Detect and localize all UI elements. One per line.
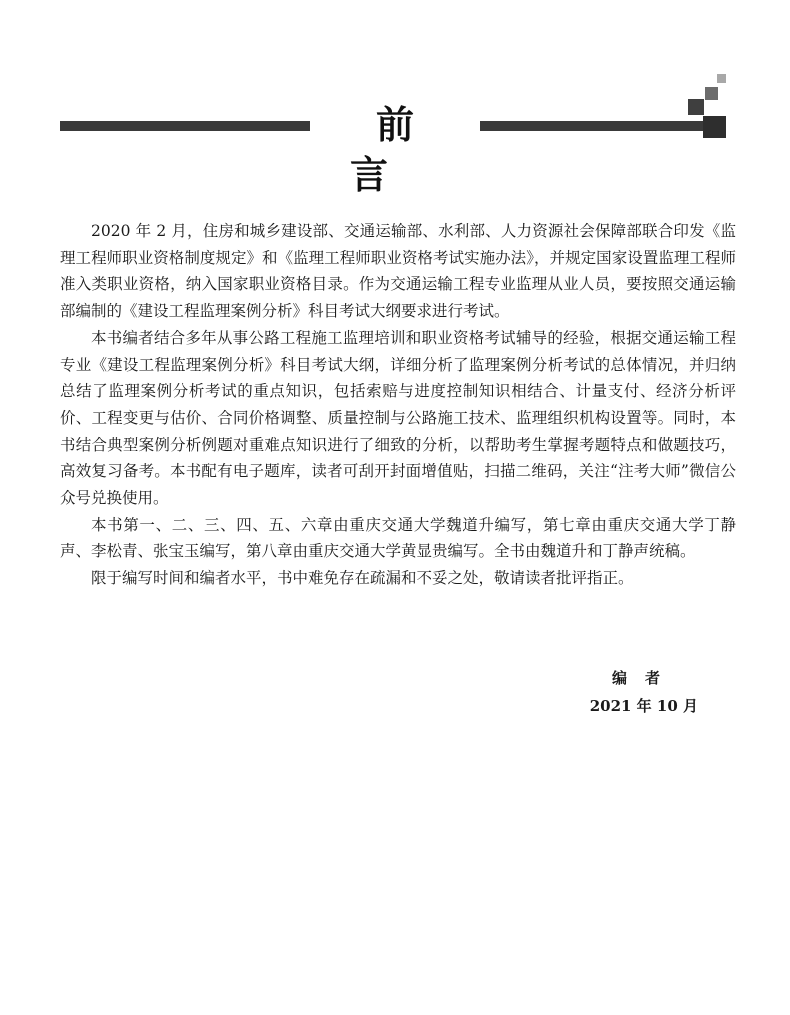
decorative-square-icon <box>705 87 718 100</box>
paragraph-3: 本书第一、二、三、四、五、六章由重庆交通大学魏道升编写，第七章由重庆交通大学丁静声、李松青、张宝玉编写，第八章由重庆交通大学黄显贵编写。全书由魏道升和丁静声统稿。 <box>60 515 736 561</box>
right-title-rule <box>480 121 703 131</box>
editor-label: 编者 <box>611 669 678 687</box>
decorative-square-icon <box>717 74 726 83</box>
paragraph-1: 2020 年 2 月，住房和城乡建设部、交通运输部、水利部、人力资源社会保障部联合印发《监理工程师职业资格制度规定》和《监理工程师职业资格考试实施办法》，并规定国家设置监理工程师准入类职业资格，纳入国家职业资格目录。作为交通运输工程专业监理从业人员，要按照交通运输部编制的《建设工程监理案例分析》科目考试大纲要求进行考试。 <box>60 222 736 321</box>
paragraph-4: 限于编写时间和编者水平，书中难免存在疏漏和不妥之处，敬请读者批评指正。 <box>91 569 634 588</box>
decorative-square-icon <box>688 99 704 115</box>
page-title: 前言 <box>349 103 466 197</box>
left-title-rule <box>60 121 310 131</box>
preface-header <box>0 0 790 197</box>
decorative-square-icon <box>703 116 726 138</box>
preface-body <box>60 218 736 592</box>
signature-date: 2021 年 10 月 <box>589 697 698 715</box>
signature-block <box>590 664 698 720</box>
paragraph-2: 本书编者结合多年从事公路工程施工监理培训和职业资格考试辅导的经验，根据交通运输工程专业《建设工程监理案例分析》科目考试大纲，详细分析了监理案例分析考试的总体情况，并归纳总结了监理案例分析考试的重点知识，包括索赔与进度控制知识相结合、计量支付、经济分析评价、工程变更与估价、合同价格调整、质量控制与公路施工技术、监理组织机构设置等。同时，本书结合典型案例分析例题对重难点知识进行了细致的分析，以帮助考生掌握考题特点和做题技巧，高效复习备考。本书配有电子题库，读者可刮开封面增值贴，扫描二维码，关注“注考大师”微信公众号兑换使用。 <box>60 328 736 508</box>
